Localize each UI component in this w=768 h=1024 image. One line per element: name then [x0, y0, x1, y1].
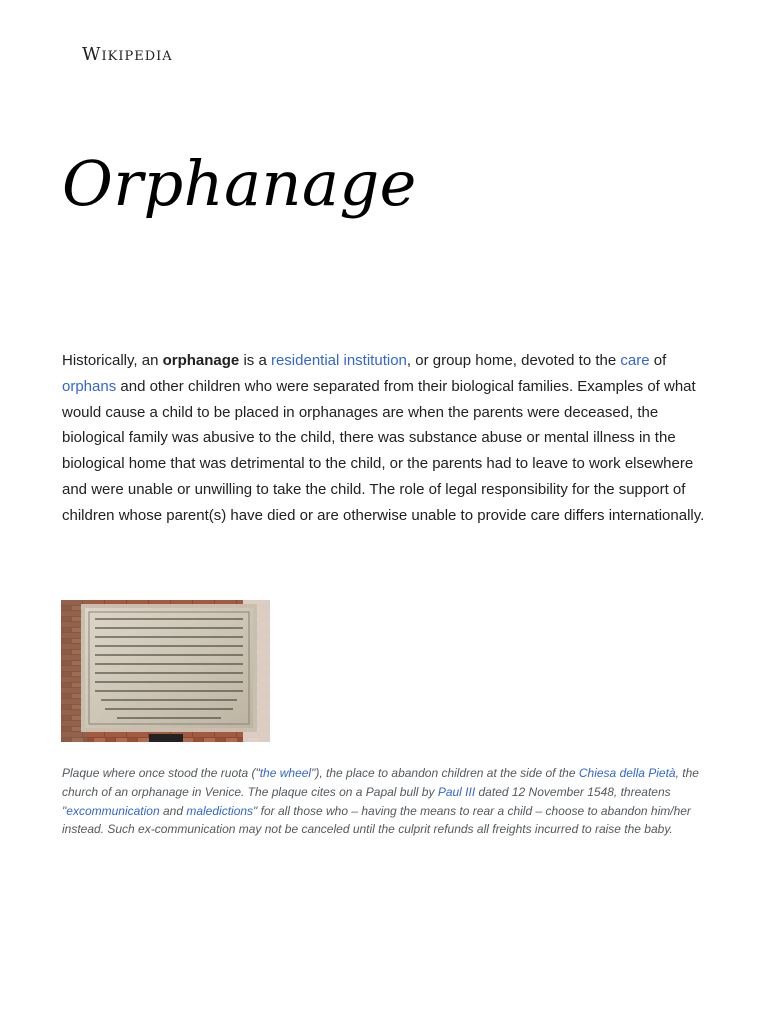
intro-text: is a: [239, 352, 271, 369]
plaque-image[interactable]: [61, 600, 270, 742]
caption-text: Plaque where once stood the ruota (": [62, 766, 260, 780]
caption-text: dated 12 November 1548, threatens ": [62, 784, 671, 818]
page-title: Orphanage: [62, 147, 417, 220]
link-chiesa-della-pieta[interactable]: Chiesa della Pietà: [578, 766, 676, 780]
link-care[interactable]: care: [620, 352, 650, 369]
link-the-wheel[interactable]: the wheel: [259, 766, 312, 780]
intro-text: and other children who were separated from their biological families. Examples of what would cause a child to be placed in orphanages are when the parents were deceased, the biological family was abusive to the child, there was substance abuse or mental illness in the biological home that was detrimental to the child, or the parents had to leave to work elsewhere and were unable or unwilling to take the child. The role of legal responsibility for the support of children whose parent(s) have died or are otherwise unable to provide care differs internationally.: [62, 377, 705, 524]
intro-paragraph: [62, 348, 712, 529]
wikipedia-logo[interactable]: Wikipedia: [82, 44, 173, 65]
intro-text: Historically, an: [62, 352, 163, 369]
link-orphans[interactable]: orphans: [62, 377, 117, 395]
intro-text: of: [649, 352, 667, 369]
link-maledictions[interactable]: maledictions: [186, 803, 254, 818]
link-excommunication[interactable]: excommunication: [66, 803, 160, 818]
caption-text: " for all those who – having the means to rear a child – choose to abandon him/her instead. Such ex-communication may not be canceled until the culprit refunds all freights incurred to raise the baby.: [62, 803, 691, 837]
caption-text: and: [159, 803, 187, 818]
link-residential-institution[interactable]: residential institution: [270, 352, 407, 369]
link-paul-iii[interactable]: Paul III: [437, 784, 476, 799]
caption-text: , the church of an orphanage in Venice. The plaque cites on a Papal bull by: [62, 766, 699, 799]
plaque-photo: [61, 600, 270, 742]
caption-text: "), the place to abandon children at the side of the: [311, 766, 579, 780]
intro-text: , or group home, devoted to the: [406, 352, 621, 369]
image-caption: [62, 764, 712, 839]
intro-bold-term: orphanage: [162, 352, 240, 369]
